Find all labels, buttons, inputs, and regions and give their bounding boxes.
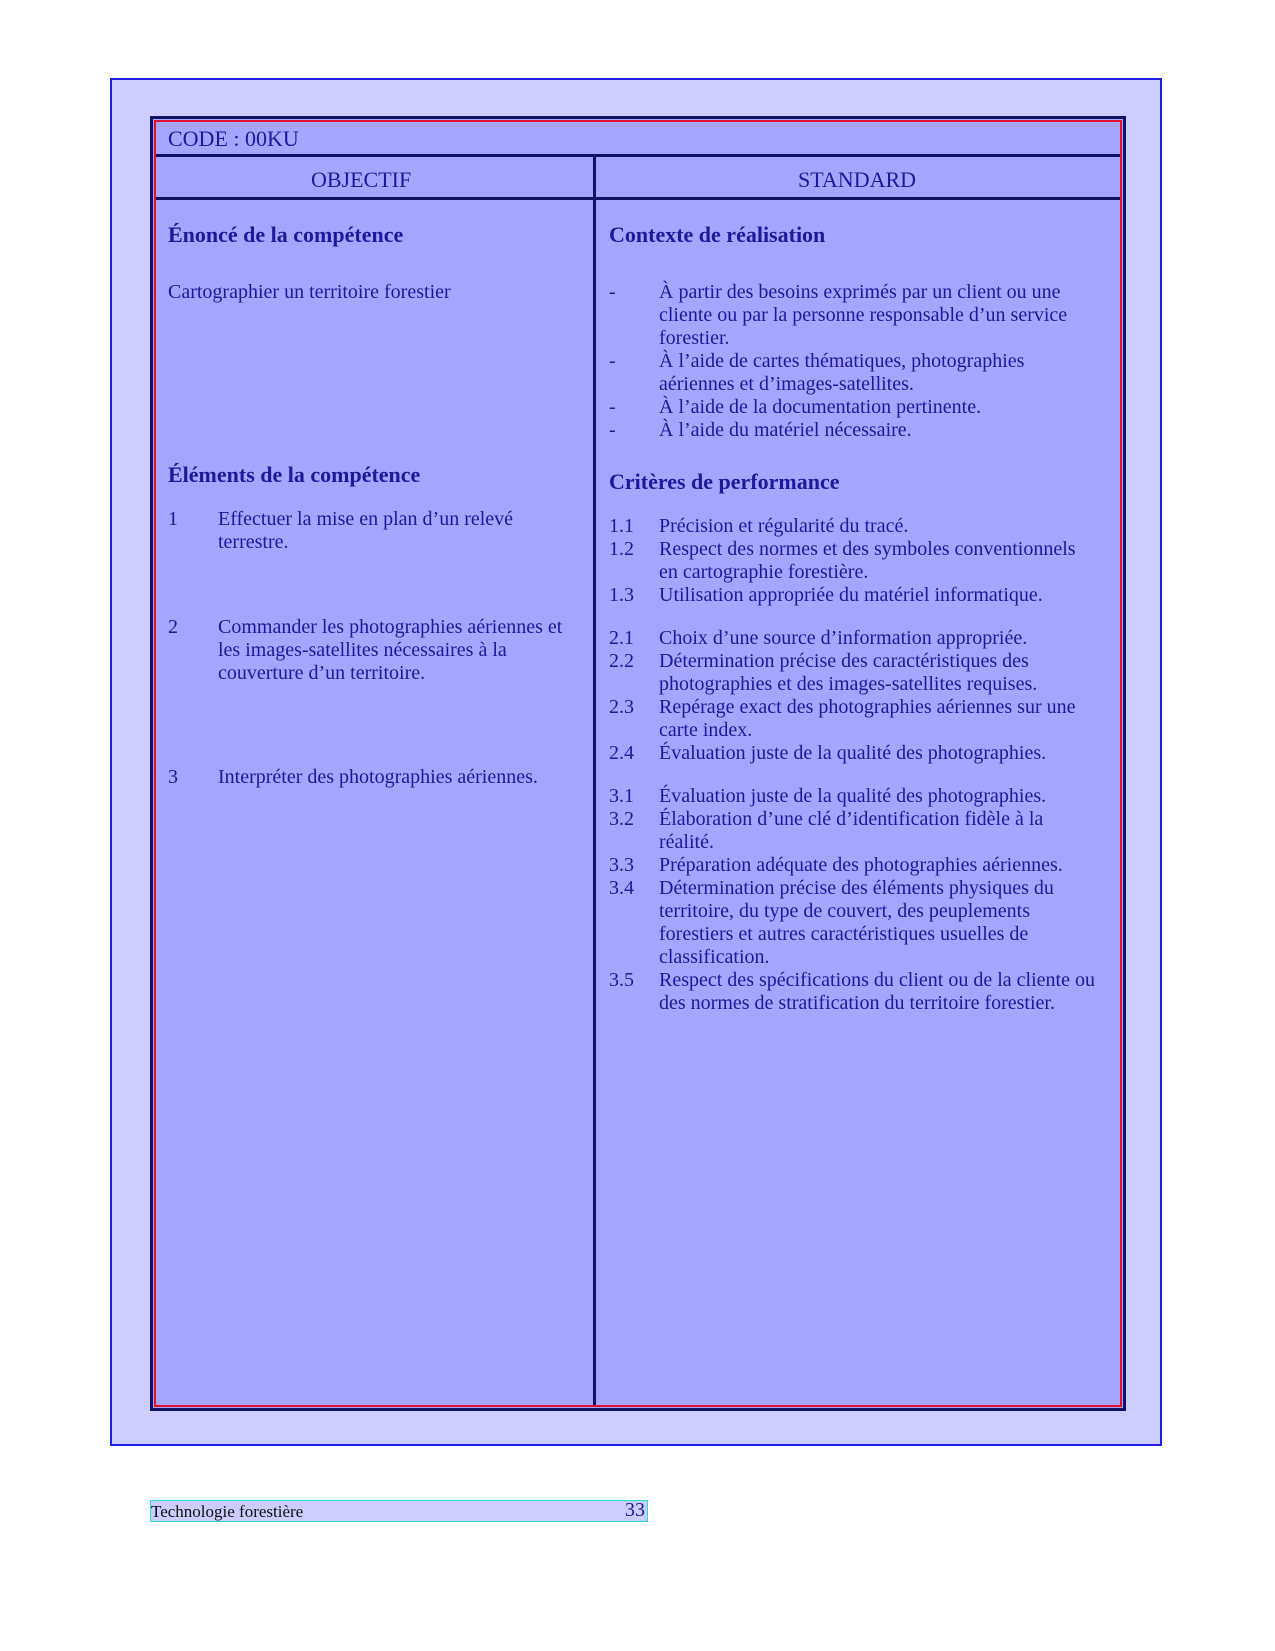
contexte-marker: - <box>609 419 616 441</box>
header-bottom-divider <box>156 197 1120 200</box>
element-text: Commander les photographies aériennes et les images-satellites nécessaires à la couverture d’un territoire. <box>218 616 563 684</box>
critere-item <box>609 515 1099 538</box>
footer-title: Technologie forestière <box>151 1502 304 1521</box>
objectif-column <box>168 222 583 789</box>
critere-item <box>609 742 1099 765</box>
element-item <box>168 616 583 685</box>
critere-number: 2.4 <box>609 742 634 764</box>
enonce-title: Énoncé de la compétence <box>168 222 404 247</box>
criteres-group-3 <box>609 785 1099 1015</box>
page-footer <box>150 1500 648 1522</box>
criteres-group-1 <box>609 515 1099 607</box>
contexte-text: À partir des besoins exprimés par un client ou une cliente ou par la personne responsable d’un service forestier. <box>659 281 1068 349</box>
enonce-text: Cartographier un territoire forestier <box>168 281 451 303</box>
contexte-item <box>609 350 1099 396</box>
contexte-marker: - <box>609 281 616 303</box>
contexte-text: À l’aide de la documentation pertinente. <box>659 396 982 418</box>
element-item <box>168 508 583 554</box>
critere-item <box>609 785 1099 808</box>
criteres-title: Critères de performance <box>609 469 840 494</box>
table-inner-border <box>154 120 1122 1407</box>
critere-item <box>609 854 1099 877</box>
competency-table <box>150 116 1126 1411</box>
critere-number: 3.2 <box>609 808 634 830</box>
element-text: Interpréter des photographies aériennes. <box>218 766 538 788</box>
contexte-text: À l’aide de cartes thématiques, photographies aériennes et d’images-satellites. <box>659 350 1025 395</box>
standard-header: STANDARD <box>798 167 917 192</box>
critere-item <box>609 627 1099 650</box>
critere-text: Utilisation appropriée du matériel informatique. <box>659 584 1043 606</box>
elements-title: Éléments de la compétence <box>168 462 421 487</box>
critere-text: Préparation adéquate des photographies aériennes. <box>659 854 1063 876</box>
contexte-item <box>609 281 1099 350</box>
critere-text: Choix d’une source d’information appropriée. <box>659 627 1028 649</box>
critere-text: Détermination précise des caractéristiques des photographies et des images-satellites requises. <box>659 650 1038 695</box>
contexte-text: À l’aide du matériel nécessaire. <box>659 419 912 441</box>
critere-number: 2.3 <box>609 696 634 718</box>
critere-text: Précision et régularité du tracé. <box>659 515 909 537</box>
element-text: Effectuer la mise en plan d’un relevé terrestre. <box>218 508 514 553</box>
critere-number: 2.1 <box>609 627 634 649</box>
competency-code: CODE : 00KU <box>168 126 299 151</box>
critere-item <box>609 808 1099 854</box>
critere-item <box>609 877 1099 969</box>
critere-item <box>609 584 1099 607</box>
standard-column <box>609 222 1099 1015</box>
page-number: 33 <box>625 1499 645 1521</box>
critere-number: 3.5 <box>609 969 634 991</box>
criteres-group-2 <box>609 627 1099 765</box>
contexte-marker: - <box>609 396 616 418</box>
critere-text: Évaluation juste de la qualité des photographies. <box>659 785 1047 807</box>
critere-number: 3.1 <box>609 785 634 807</box>
critere-number: 2.2 <box>609 650 634 672</box>
critere-number: 3.3 <box>609 854 634 876</box>
critere-text: Évaluation juste de la qualité des photographies. <box>659 742 1047 764</box>
critere-item <box>609 969 1099 1015</box>
contexte-title: Contexte de réalisation <box>609 222 826 247</box>
critere-item <box>609 650 1099 696</box>
header-top-divider <box>156 154 1120 157</box>
critere-text: Respect des normes et des symboles conventionnels en cartographie forestière. <box>659 538 1076 583</box>
critere-item <box>609 538 1099 584</box>
critere-text: Détermination précise des éléments physiques du territoire, du type de couvert, des peuplements forestiers et autres caractéristiques usuelles de classification. <box>659 877 1054 968</box>
element-item <box>168 766 583 789</box>
contexte-item <box>609 396 1099 419</box>
element-number: 1 <box>168 508 178 530</box>
critere-text: Respect des spécifications du client ou de la cliente ou des normes de stratification du territoire forestier. <box>659 969 1095 1014</box>
objectif-header: OBJECTIF <box>311 167 412 192</box>
contexte-item <box>609 419 1099 442</box>
critere-item <box>609 696 1099 742</box>
critere-text: Élaboration d’une clé d’identification fidèle à la réalité. <box>659 808 1044 853</box>
critere-number: 1.2 <box>609 538 634 560</box>
critere-number: 3.4 <box>609 877 634 899</box>
element-number: 3 <box>168 766 178 788</box>
critere-number: 1.1 <box>609 515 634 537</box>
contexte-marker: - <box>609 350 616 372</box>
critere-number: 1.3 <box>609 584 634 606</box>
column-divider <box>593 157 596 1405</box>
element-number: 2 <box>168 616 178 638</box>
critere-text: Repérage exact des photographies aériennes sur une carte index. <box>659 696 1076 741</box>
